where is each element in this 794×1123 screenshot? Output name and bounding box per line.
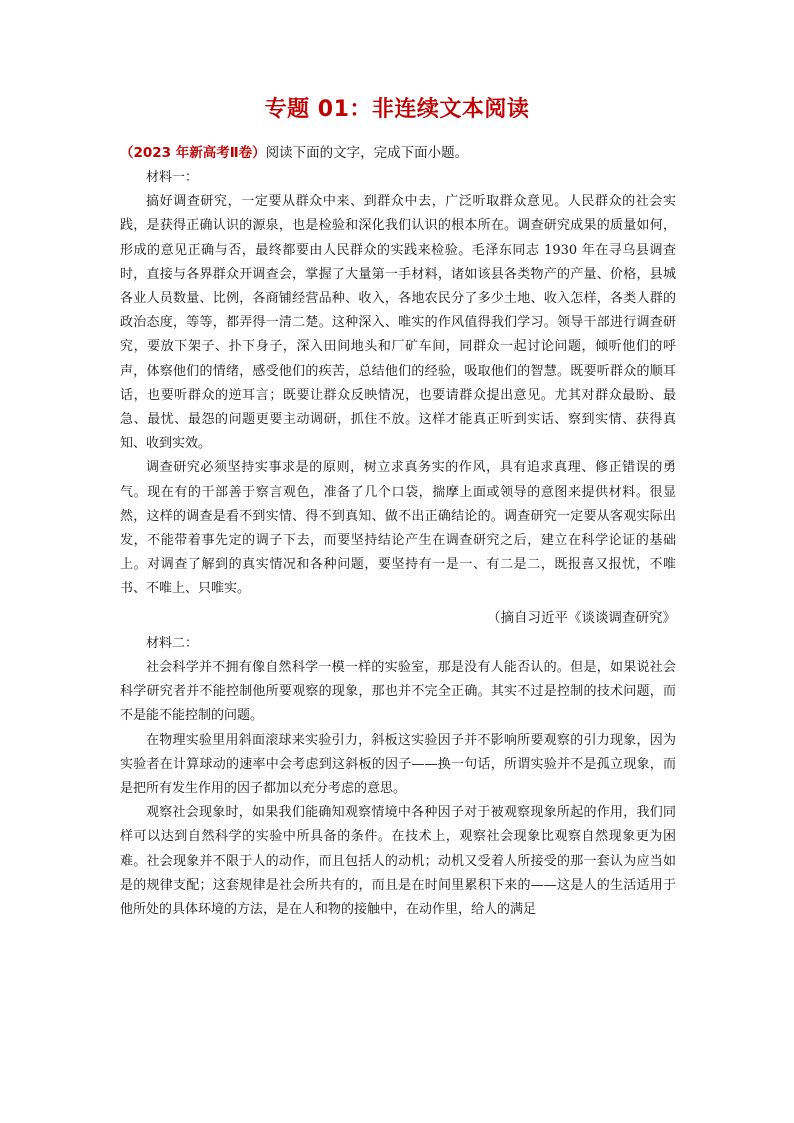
material1-label: 材料一： [146, 170, 199, 185]
material1-citation: （摘自习近平《谈谈调查研究》 [487, 609, 676, 626]
page-title: 专题 01：非连续文本阅读 [264, 97, 530, 122]
material1-paragraph-1: 搞好调查研究，一定要从群众中来、到群众中去，广泛听取群众意见。人民群众的社会实践，是获得正确认识的源泉，也是检验和深化我们认识的根本所在。调查研究成果的质量如何，形成的意见正确与否，最终都要由人民群众的实践来检验。毛泽东同志 1930 年在寻乌县调查时，直接与各界群众开调查会，掌握了大量第一手材料，诸如该县各类物产的产量、价格，县城各业人员数量、比例，各商铺经营品种、收入，各地农民分了多少土地、收入怎样，各类人群的政治态度，等等，都弄得一清二楚。这种深入、唯实的作风值得我们学习。领导干部进行调查研究，要放下架子、扑下身子，深入田间地头和厂矿车间，同群众一起讨论问题，倾听他们的呼声，体察他们的情绪，感受他们的疾苦，总结他们的经验，吸取他们的智慧。既要听群众的顺耳话，也要听群众的逆耳言；既要让群众反映情况，也要请群众提出意见。尤其对群众最盼、最急、最忧、最怨的问题更要主动调研，抓住不放。这样才能真正听到实话、察到实情、获得真知、收到实效。 [120, 194, 676, 452]
material2-paragraph-2: 在物理实验里用斜面滚球来实验引力，斜板这实验因子并不影响所要观察的引力现象，因为实验者在计算球动的速率中会考虑到这斜板的因子——换一句话，所谓实验并不是孤立现象，而是把所有发生作用的因子都加以充分考虑的意思。 [120, 732, 676, 797]
material2-paragraph-3: 观察社会现象时，如果我们能确知观察情境中各种因子对于被观察现象所起的作用，我们同样可以达到自然科学的实验中所具备的条件。在技术上，观察社会现象比观察自然现象更为困难。社会现象并不限于人的动作，而且包括人的动机；动机又受着人所接受的那一套认为应当如是的规律支配；这套规律是社会所共有的，而且是在时间里累积下来的——这是人的生活适用于他所处的具体环境的方法，是在人和物的接触中，在动作里，给人的满足 [120, 805, 676, 918]
question-intro [120, 143, 680, 163]
reading-body [120, 166, 676, 922]
material1-paragraph-2: 调查研究必须坚持实事求是的原则，树立求真务实的作风，具有追求真理、修正错误的勇气。现在有的干部善于察言观色，准备了几个口袋，揣摩上面或领导的意图来提供材料。很显然，这样的调查是看不到实情、得不到真知、做不出正确结论的。调查研究一定要从客观实际出发，不能带着事先定的调子下去，而要坚持结论产生在调查研究之后，建立在科学论证的基础上。对调查了解到的真实情况和各种问题，要坚持有一是一、有二是二，既报喜又报忧，不唯书、不唯上、只唯实。 [120, 460, 676, 597]
material2-paragraph-1: 社会科学并不拥有像自然科学一模一样的实验室，那是没有人能否认的。但是，如果说社会科学研究者并不能控制他所要观察的现象，那也并不完全正确。其实不过是控制的技术问题，而不是能不能控制的问题。 [120, 660, 676, 724]
exam-source: （2023 年新高考Ⅱ卷） [120, 145, 266, 161]
material2-label: 材料二： [146, 635, 199, 651]
instruction-text: 阅读下面的文字，完成下面小题。 [265, 145, 469, 161]
